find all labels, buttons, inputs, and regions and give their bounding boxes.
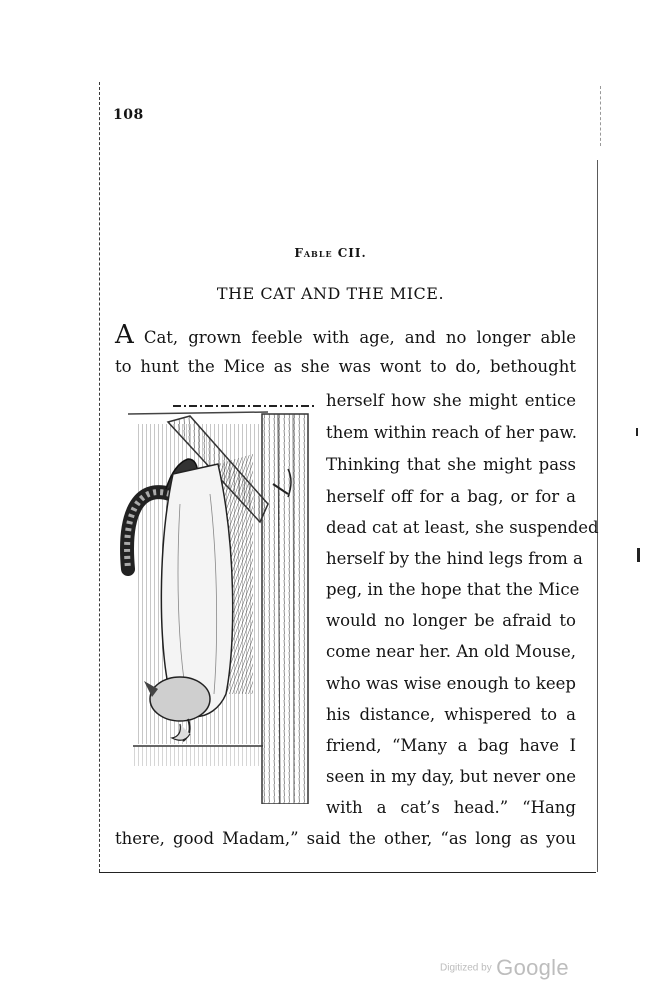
text-line: dead cat at least, she suspended — [326, 518, 599, 537]
text-line: would no longer be afraid to — [326, 611, 576, 630]
scan-speck — [636, 428, 638, 436]
fable-title: THE CAT AND THE MICE. — [216, 284, 445, 303]
page-number: 108 — [113, 107, 144, 123]
fable-number: Fable CII. — [294, 246, 367, 260]
drop-cap: A — [115, 320, 134, 350]
text-line: herself by the hind legs from a — [326, 549, 583, 568]
text-line-content: Cat, grown feeble with age, and no longer able — [133, 328, 576, 347]
text-line — [115, 320, 576, 350]
text-line: seen in my day, but never one — [326, 767, 576, 786]
page-border-left — [99, 82, 100, 872]
text-line: with a cat’s head.” “Hang — [326, 798, 576, 817]
scan-speck — [637, 548, 640, 562]
text-line: his distance, whispered to a — [326, 705, 576, 724]
text-line: them within reach of her paw. — [326, 423, 577, 442]
text-line: come near her. An old Mouse, — [326, 642, 576, 661]
digitized-label: Digitized by — [440, 962, 492, 974]
text-line: peg, in the hope that the Mice — [326, 580, 580, 599]
text-line: herself off for a bag, or for a — [326, 487, 576, 506]
text-line: who was wise enough to keep — [326, 674, 576, 693]
text-line: to hunt the Mice as she was wont to do, bethought — [115, 357, 576, 376]
text-line: herself how she might entice — [326, 391, 576, 410]
text-line: there, good Madam,” said the other, “as long as you — [115, 829, 576, 848]
page-border-bottom — [99, 872, 596, 873]
text-line: Thinking that she might pass — [326, 455, 576, 474]
page-border-top-right — [600, 86, 601, 146]
text-line: friend, “Many a bag have I — [326, 736, 576, 755]
google-brand: Google — [496, 955, 569, 980]
google-watermark — [440, 955, 569, 981]
page-border-right — [597, 160, 598, 872]
cat-hanging-illustration — [118, 394, 318, 804]
